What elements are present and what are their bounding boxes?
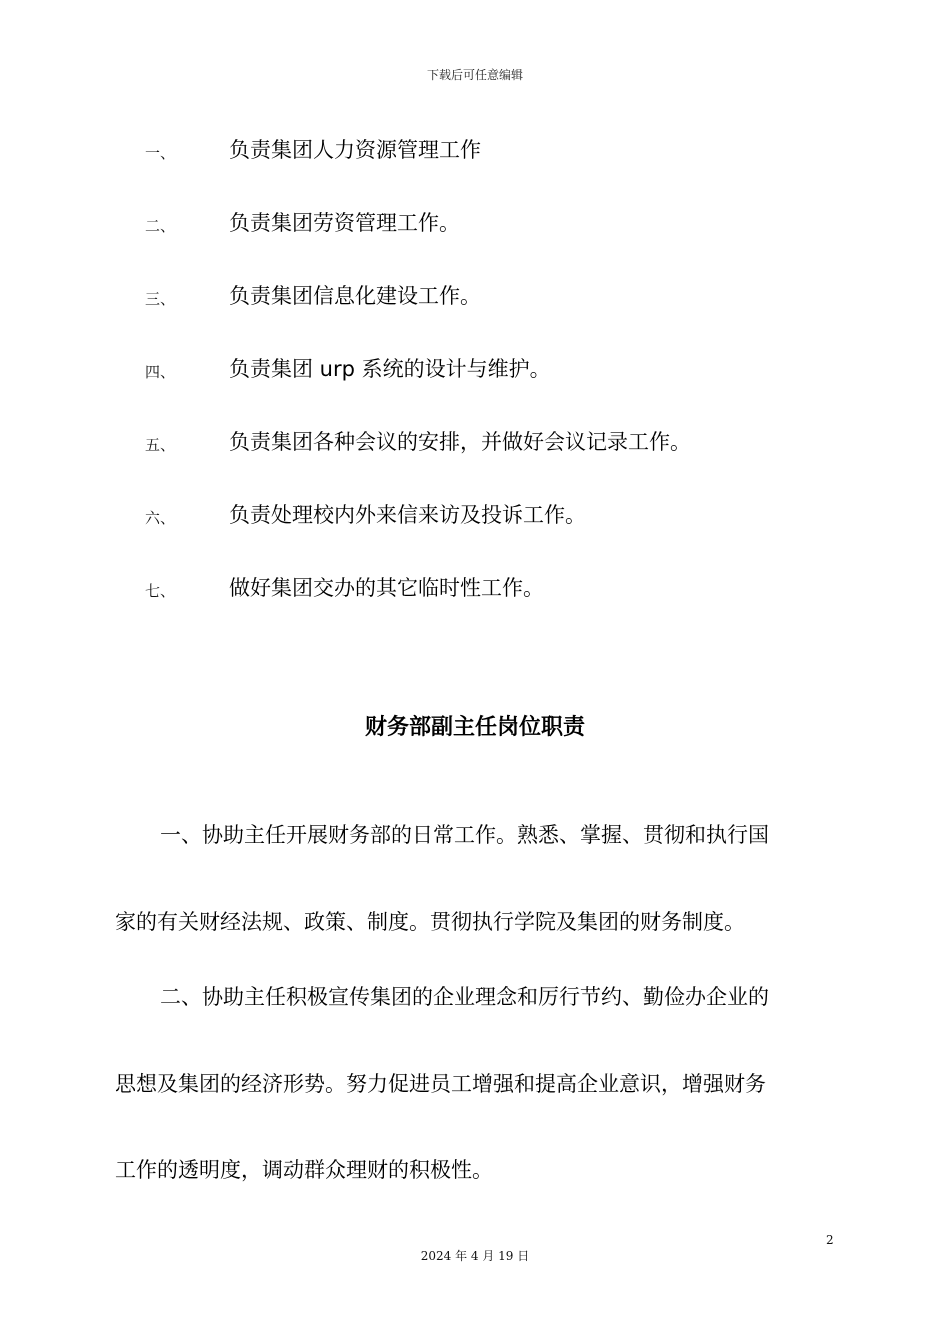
duty-number: 七、 (145, 582, 176, 600)
section-title: 财务部副主任岗位职责 (364, 715, 585, 740)
duty-text: 负责处理校内外来信来访及投诉工作。 (229, 503, 586, 527)
duty-number: 六、 (145, 509, 176, 527)
paragraph-line-text: 工作的透明度，调动群众理财的积极性。 (115, 1158, 493, 1182)
duty-item (0, 280, 950, 316)
paragraph-line (0, 1067, 950, 1101)
duty-text: 做好集团交办的其它临时性工作。 (229, 576, 544, 600)
duty-text: 负责集团人力资源管理工作 (229, 138, 481, 162)
duty-item (0, 572, 950, 608)
paragraph-line (0, 1153, 950, 1187)
duty-item (0, 207, 950, 243)
paragraph-line-text: 二、协助主任积极宣传集团的企业理念和厉行节约、勤俭办企业的 (160, 985, 769, 1009)
duty-text: 负责集团 urp 系统的设计与维护。 (229, 357, 551, 381)
duty-item (0, 426, 950, 462)
duty-number: 一、 (145, 144, 176, 162)
paragraph-line-text: 一、协助主任开展财务部的日常工作。熟悉、掌握、贯彻和执行国 (160, 823, 769, 847)
paragraph-line (0, 980, 950, 1014)
duty-number: 四、 (145, 363, 176, 381)
duty-text: 负责集团各种会议的安排，并做好会议记录工作。 (229, 430, 691, 454)
paragraph-line (0, 905, 950, 939)
duty-number: 三、 (145, 290, 176, 308)
duty-text: 负责集团信息化建设工作。 (229, 284, 481, 308)
footer-date: 2024 年 4 月 19 日 (420, 1249, 530, 1263)
duty-item (0, 134, 950, 170)
paragraph-line-text: 思想及集团的经济形势。努力促进员工增强和提高企业意识，增强财务 (115, 1072, 766, 1096)
paragraph-line-text: 家的有关财经法规、政策、制度。贯彻执行学院及集团的财务制度。 (115, 910, 745, 934)
header-note: 下载后可任意编辑 (426, 68, 523, 82)
duty-number: 五、 (145, 436, 176, 454)
paragraph-line (0, 818, 950, 852)
duty-item (0, 499, 950, 535)
duty-item (0, 353, 950, 389)
duty-text: 负责集团劳资管理工作。 (229, 211, 460, 235)
page-number: 2 (826, 1233, 834, 1247)
duty-number: 二、 (145, 217, 176, 235)
